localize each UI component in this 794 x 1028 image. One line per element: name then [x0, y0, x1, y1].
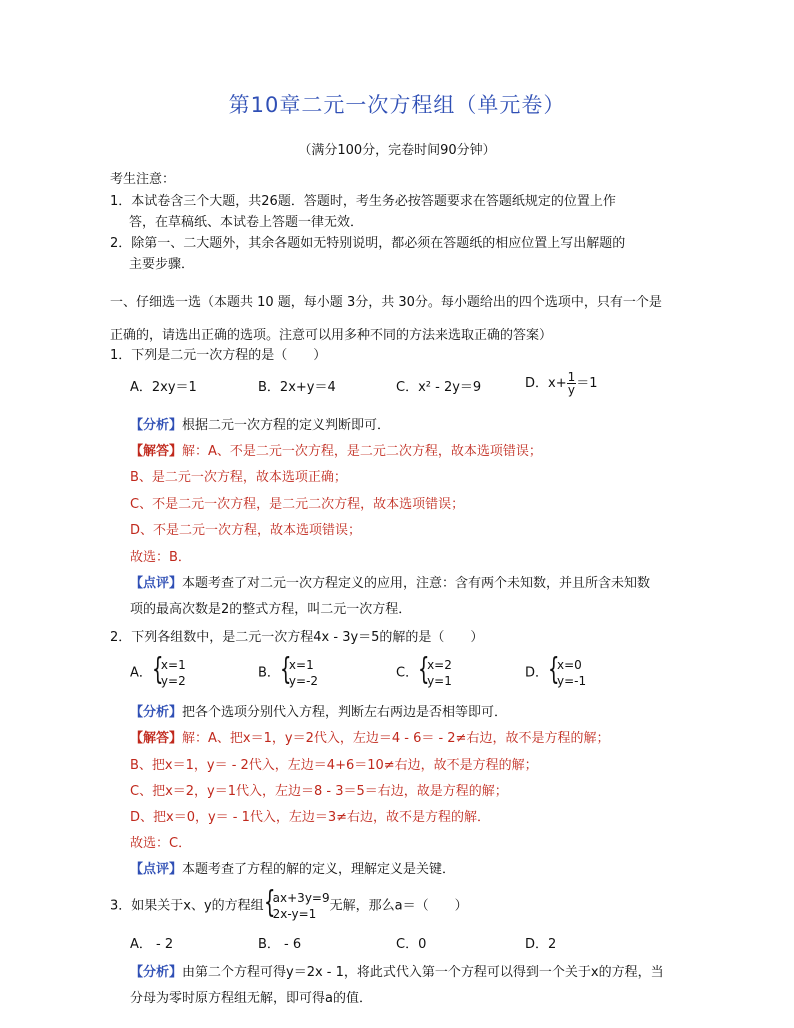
q1-comment-line-1: [130, 576, 650, 592]
q1-option-c: C．x² - 2y＝9: [396, 380, 482, 395]
system-row: ax+3y=9: [272, 891, 330, 905]
q3-option-d: D．2: [525, 937, 557, 952]
q1-option-a: A．2xy＝1: [130, 380, 197, 395]
q2-option-c-label: C．: [396, 665, 419, 681]
q1-answer-line-4: D、不是二元一次方程，故本选项错误；: [130, 523, 362, 538]
q1-option-d-prefix: D．x+: [525, 376, 567, 391]
q2-answer-line-1: [130, 731, 609, 747]
q2-option-d-label: D．: [525, 665, 549, 681]
q2-option-c: [396, 652, 452, 689]
brace-icon: {: [151, 652, 164, 687]
comment-tag: 【点评】: [130, 862, 183, 877]
q3-option-c: C．0: [396, 937, 427, 952]
q2-option-d: [525, 652, 587, 689]
fraction-denominator: y: [567, 383, 575, 397]
q2-analysis: [130, 705, 507, 721]
q2-option-c-system: [418, 652, 452, 689]
system-row: x=1: [160, 658, 186, 672]
analysis-tag: 【分析】: [130, 705, 183, 720]
notice-item-1-line-2: 答，在草稿纸、本试卷上答题一律无效．: [129, 215, 364, 230]
section-heading-line-1: 一、仔细选一选（本题共 10 题，每小题 3分，共 30分。每小题给出的四个选项中，只有一个是: [110, 295, 662, 310]
q2-answer-line-4: D、把x＝0，y＝ - 1代入，左边＝3≠右边，故不是方程的解．: [130, 810, 491, 825]
system-row: x=2: [427, 658, 452, 672]
q3-option-b: B． - 6: [258, 937, 302, 952]
q2-answer-line-2: B、把x＝1，y＝ - 2代入，左边＝4+6＝10≠右边，故不是方程的解；: [130, 758, 538, 773]
q1-answer-text-1: 解：A、不是二元一次方程，是二元二次方程，故本选项错误；: [182, 444, 542, 459]
q2-option-d-system: [548, 652, 587, 689]
system-row: y=-1: [557, 674, 587, 689]
notice-heading: 考生注意：: [110, 172, 176, 187]
q2-option-a-system: [151, 652, 186, 689]
q2-stem: 2．下列各组数中，是二元一次方程4x - 3y＝5的解的是（ ）: [110, 630, 484, 645]
q2-option-b-system: [279, 652, 319, 689]
q3-stem-suffix: 无解，那么a＝（ ）: [329, 898, 468, 914]
notice-item-2-line-2: 主要步骤．: [129, 257, 195, 272]
notice-item-2-line-1: 2．除第一、二大题外，其余各题如无特别说明，都必须在答题纸的相应位置上写出解题的: [110, 236, 626, 251]
q3-analysis-line-2: 分母为零时原方程组无解，即可得a的值．: [130, 991, 372, 1006]
q2-option-a: [130, 652, 186, 689]
q2-answer-text-1: 解：A、把x＝1，y＝2代入，左边＝4 - 6＝ - 2≠右边，故不是方程的解；: [182, 731, 610, 746]
q3-analysis-line-1: [130, 965, 664, 981]
notice-item-1-line-1: 1．本试卷含三个大题，共26题．答题时，考生务必按答题要求在答题纸规定的位置上作: [110, 194, 616, 209]
q1-analysis: [130, 418, 390, 434]
q1-analysis-text: 根据二元一次方程的定义判断即可．: [182, 418, 391, 433]
q3-stem: [110, 885, 468, 922]
brace-icon: {: [279, 652, 292, 687]
brace-icon: {: [548, 652, 560, 687]
q2-answer-line-3: C、把x＝2，y＝1代入，左边＝8 - 3＝5＝右边，故是方程的解；: [130, 784, 508, 799]
brace-icon: {: [263, 885, 276, 920]
system-row: 2x-y=1: [272, 907, 317, 922]
system-row: x=0: [557, 658, 582, 672]
brace-icon: {: [418, 652, 430, 687]
page-title: 第10章二元一次方程组（单元卷）: [228, 93, 566, 117]
comment-tag: 【点评】: [130, 576, 183, 591]
analysis-tag: 【分析】: [130, 418, 183, 433]
section-heading-line-2: 正确的，请选出正确的选项。注意可以用多种不同的方法来选取正确的答案）: [110, 328, 553, 343]
system-row: y=1: [427, 674, 452, 689]
q2-comment: [130, 862, 455, 878]
analysis-tag: 【分析】: [130, 965, 183, 980]
answer-tag: 【解答】: [130, 731, 183, 746]
q1-choose: 故选：B．: [130, 550, 191, 565]
system-row: y=-2: [288, 674, 319, 689]
q2-choose: 故选：C．: [130, 836, 192, 851]
q2-option-b-label: B．: [258, 665, 280, 681]
q2-option-b: [258, 652, 319, 689]
q1-option-d: [525, 371, 598, 396]
page-subtitle: （满分100分，完卷时间90分钟）: [298, 143, 496, 158]
system-row: x=1: [288, 658, 314, 672]
q1-comment-text: 本题考查了对二元一次方程定义的应用，注意：含有两个未知数，并且所含未知数: [182, 576, 651, 591]
q1-answer-line-2: B、是二元一次方程，故本选项正确；: [130, 470, 347, 485]
q1-option-b: B．2x+y＝4: [258, 380, 336, 395]
q1-answer-line-3: C、不是二元一次方程，是二元二次方程，故本选项错误；: [130, 497, 465, 512]
system-row: y=2: [160, 674, 186, 689]
q1-answer-line-1: [130, 444, 542, 460]
q2-option-a-label: A．: [130, 665, 152, 681]
q3-option-a: A． - 2: [130, 937, 174, 952]
answer-tag: 【解答】: [130, 444, 183, 459]
q3-system: [263, 885, 330, 922]
q2-analysis-text: 把各个选项分别代入方程，判断左右两边是否相等即可．: [182, 705, 508, 720]
fraction-numerator: 1: [567, 370, 576, 384]
q1-stem: 1．下列是二元一次方程的是（ ）: [110, 348, 327, 363]
q2-comment-text: 本题考查了方程的解的定义，理解定义是关键．: [182, 862, 456, 877]
q1-option-d-suffix: ＝1: [576, 376, 598, 391]
q3-stem-prefix: 3．如果关于x、y的方程组: [110, 898, 264, 914]
q1-comment-line-2: 项的最高次数是2的整式方程，叫二元一次方程．: [130, 602, 412, 617]
q3-analysis-text: 由第二个方程可得y＝2x - 1，将此式代入第一个方程可以得到一个关于x的方程，当: [182, 965, 664, 980]
q1-option-d-fraction: [567, 371, 577, 396]
